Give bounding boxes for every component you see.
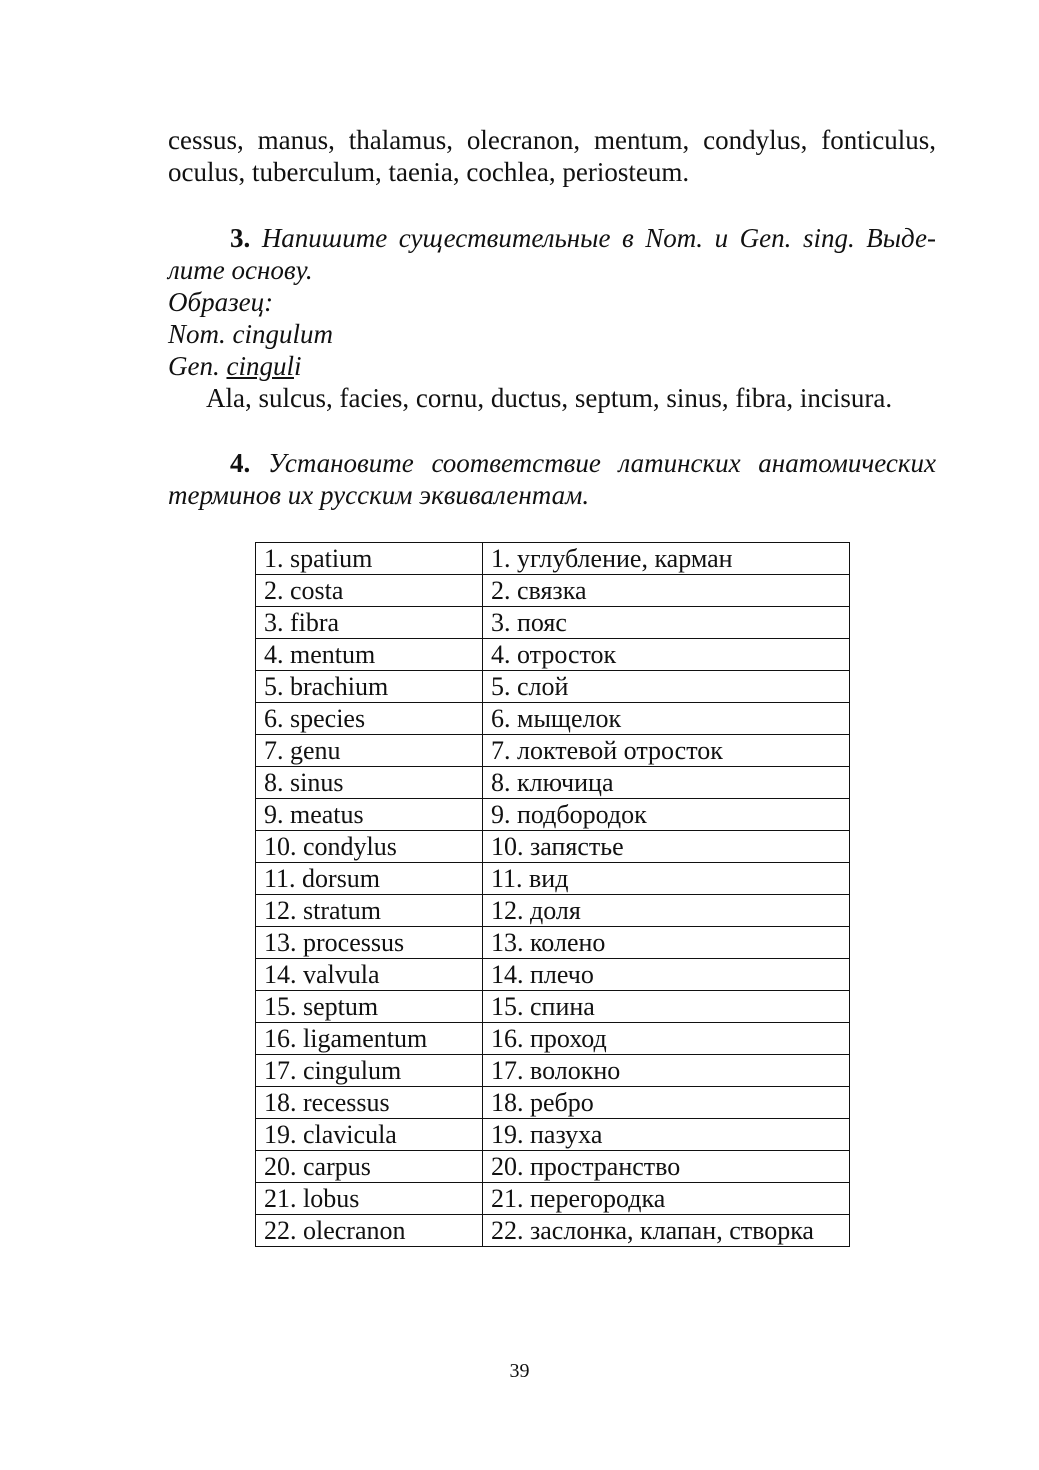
table-row xyxy=(256,991,850,1023)
table-row xyxy=(256,1087,850,1119)
russian-term-cell: 19. пазуха xyxy=(483,1119,850,1151)
table-row xyxy=(256,1119,850,1151)
latin-term-cell: 5. brachium xyxy=(256,671,483,703)
table-row xyxy=(256,895,850,927)
russian-term-cell: 22. заслонка, клапан, створка xyxy=(483,1215,850,1247)
matching-table-body xyxy=(256,543,850,1247)
russian-term-cell: 16. проход xyxy=(483,1023,850,1055)
intro-line-2: oculus, tuberculum, taenia, cochlea, periosteum. xyxy=(168,157,690,187)
latin-term-cell: 1. spatium xyxy=(256,543,483,575)
gen-label: Gen. xyxy=(168,351,227,381)
russian-term-cell: 11. вид xyxy=(483,863,850,895)
russian-term-cell: 14. плечо xyxy=(483,959,850,991)
russian-term-cell: 10. запястье xyxy=(483,831,850,863)
latin-term-cell: 13. processus xyxy=(256,927,483,959)
table-row xyxy=(256,671,850,703)
latin-term-cell: 12. stratum xyxy=(256,895,483,927)
latin-term-cell: 15. septum xyxy=(256,991,483,1023)
table-row xyxy=(256,767,850,799)
latin-term-cell: 4. mentum xyxy=(256,639,483,671)
exercise-4-number: 4. xyxy=(230,448,251,478)
latin-term-cell: 9. meatus xyxy=(256,799,483,831)
russian-term-cell: 18. ребро xyxy=(483,1087,850,1119)
exercise-4-instruction-text: Установите соответствие латинских анатомических xyxy=(267,448,936,478)
exercise-3 xyxy=(168,222,936,414)
latin-term-cell: 2. costa xyxy=(256,575,483,607)
table-row xyxy=(256,959,850,991)
matching-table xyxy=(255,542,850,1247)
russian-term-cell: 7. локтевой отросток xyxy=(483,735,850,767)
exercise-4 xyxy=(168,447,936,511)
russian-term-cell: 8. ключица xyxy=(483,767,850,799)
nom-word: cingulum xyxy=(232,319,334,349)
russian-term-cell: 1. углубление, карман xyxy=(483,543,850,575)
russian-term-cell: 20. пространство xyxy=(483,1151,850,1183)
russian-term-cell: 17. волокно xyxy=(483,1055,850,1087)
intro-paragraph xyxy=(168,124,936,188)
russian-term-cell: 21. перегородка xyxy=(483,1183,850,1215)
exercise-3-instruction-line-2: лите основу. xyxy=(168,255,313,285)
table-row xyxy=(256,735,850,767)
exercise-4-instruction-line-1 xyxy=(168,447,936,479)
page-number: 39 xyxy=(509,1360,530,1382)
table-row xyxy=(256,703,850,735)
table-row xyxy=(256,1215,850,1247)
exercise-4-instruction-line-2: терминов их русским эквивалентам. xyxy=(168,480,590,510)
table-row xyxy=(256,639,850,671)
latin-term-cell: 19. clavicula xyxy=(256,1119,483,1151)
table-row xyxy=(256,1183,850,1215)
exercise-3-instruction-text: Напишите существительные в Nom. и Gen. sing. Выде- xyxy=(261,223,936,253)
latin-term-cell: 10. condylus xyxy=(256,831,483,863)
latin-term-cell: 20. carpus xyxy=(256,1151,483,1183)
exercise-3-word-list: Ala, sulcus, facies, cornu, ductus, septum, sinus, fibra, incisura. xyxy=(206,383,893,413)
table-row xyxy=(256,543,850,575)
russian-term-cell: 2. связка xyxy=(483,575,850,607)
russian-term-cell: 12. доля xyxy=(483,895,850,927)
latin-term-cell: 3. fibra xyxy=(256,607,483,639)
table-row xyxy=(256,863,850,895)
table-row xyxy=(256,1151,850,1183)
latin-term-cell: 16. ligamentum xyxy=(256,1023,483,1055)
russian-term-cell: 15. спина xyxy=(483,991,850,1023)
exercise-3-gen-line xyxy=(168,350,936,382)
russian-term-cell: 6. мыщелок xyxy=(483,703,850,735)
table-row xyxy=(256,927,850,959)
latin-term-cell: 8. sinus xyxy=(256,767,483,799)
table-row xyxy=(256,831,850,863)
table-row xyxy=(256,1055,850,1087)
gen-ending: i xyxy=(293,351,302,381)
russian-term-cell: 3. пояс xyxy=(483,607,850,639)
exercise-3-instruction-line-1 xyxy=(168,222,936,254)
intro-line-1: cessus, manus, thalamus, olecranon, mentum, condylus, fonticulus, xyxy=(168,125,936,155)
gen-stem: cingul xyxy=(226,351,294,381)
russian-term-cell: 13. колено xyxy=(483,927,850,959)
latin-term-cell: 14. valvula xyxy=(256,959,483,991)
latin-term-cell: 7. genu xyxy=(256,735,483,767)
russian-term-cell: 5. слой xyxy=(483,671,850,703)
exercise-3-number: 3. xyxy=(230,223,251,253)
nom-label: Nom. xyxy=(168,319,233,349)
latin-term-cell: 21. lobus xyxy=(256,1183,483,1215)
exercise-3-nom-line xyxy=(168,318,936,350)
latin-term-cell: 22. olecranon xyxy=(256,1215,483,1247)
latin-term-cell: 6. species xyxy=(256,703,483,735)
table-row xyxy=(256,1023,850,1055)
latin-term-cell: 17. cingulum xyxy=(256,1055,483,1087)
russian-term-cell: 9. подбородок xyxy=(483,799,850,831)
latin-term-cell: 11. dorsum xyxy=(256,863,483,895)
russian-term-cell: 4. отросток xyxy=(483,639,850,671)
exercise-3-sample-label: Образец: xyxy=(168,287,274,317)
table-row xyxy=(256,607,850,639)
table-row xyxy=(256,799,850,831)
latin-term-cell: 18. recessus xyxy=(256,1087,483,1119)
table-row xyxy=(256,575,850,607)
